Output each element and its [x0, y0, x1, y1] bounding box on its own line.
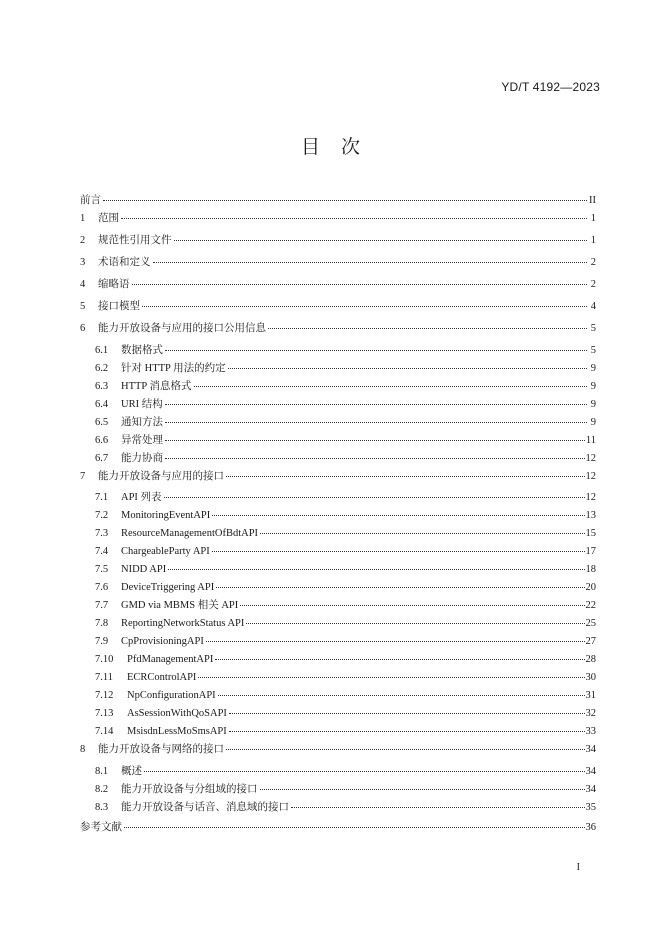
toc-entry-page: II: [589, 195, 596, 206]
toc-entry-number: 6.6: [95, 435, 109, 446]
toc-entry-title: ResourceManagementOfBdtAPI: [121, 528, 259, 539]
toc-entry-page: 22: [585, 600, 596, 611]
toc-entry-title: 缩略语: [98, 279, 130, 290]
toc-leader-dots: [124, 815, 585, 828]
toc-leader-dots: [144, 759, 585, 772]
toc-entry[interactable]: [95, 430, 596, 446]
toc-entry[interactable]: [80, 296, 596, 312]
toc-entry-page: 34: [585, 766, 596, 777]
toc-leader-dots: [212, 539, 585, 552]
toc-entry-number: 6.7: [95, 453, 109, 464]
toc-leader-dots: [215, 647, 584, 660]
toc-entry-title: ReportingNetworkStatus API: [121, 618, 245, 629]
toc-leader-dots: [142, 294, 587, 307]
toc-entry[interactable]: [95, 797, 596, 813]
toc-entry-title: 参考文献: [80, 822, 122, 833]
toc-entry-number: 7.12: [95, 690, 114, 701]
toc-entry-title: 能力协商: [121, 453, 163, 464]
toc-leader-dots: [226, 464, 585, 477]
toc-entry-number: 2: [80, 235, 86, 246]
toc-entry[interactable]: [95, 721, 596, 737]
toc-leader-dots: [268, 316, 587, 329]
standard-code: YD/T 4192—2023: [501, 80, 600, 94]
toc-entry-title: ECRControlAPI: [127, 672, 197, 683]
toc-entry[interactable]: [80, 274, 596, 290]
toc-entry-title: 通知方法: [121, 417, 163, 428]
toc-entry[interactable]: [80, 466, 596, 482]
toc-entry-title: AsSessionWithQoSAPI: [127, 708, 227, 719]
toc-entry-page: 2: [590, 257, 596, 268]
toc-entry-number: 1: [80, 213, 86, 224]
toc-entry-number: 7.2: [95, 510, 109, 521]
toc-entry-number: 5: [80, 301, 86, 312]
toc-entry-page: 5: [590, 323, 596, 334]
toc-entry-number: 6.5: [95, 417, 109, 428]
toc-entry-page: 27: [585, 636, 596, 647]
toc-entry-page: 28: [585, 654, 596, 665]
toc-entry-title: PfdManagementAPI: [127, 654, 214, 665]
toc-entry-title: ChargeableParty API: [121, 546, 210, 557]
toc-entry[interactable]: [80, 190, 596, 206]
toc-entry-page: 32: [585, 708, 596, 719]
toc-entry-page: 12: [585, 471, 596, 482]
toc-leader-dots: [218, 683, 585, 696]
toc-leader-dots: [228, 356, 587, 369]
toc-entry[interactable]: [95, 577, 596, 593]
toc-entry[interactable]: [95, 761, 596, 777]
toc-entry-page: 13: [585, 510, 596, 521]
toc-entry-title: 能力开放设备与应用的接口: [98, 471, 224, 482]
toc-entry-page: 15: [585, 528, 596, 539]
toc-entry-title: MsisdnLessMoSmsAPI: [127, 726, 227, 737]
toc-entry[interactable]: [80, 208, 596, 224]
toc-entry-page: 31: [585, 690, 596, 701]
toc-leader-dots: [165, 428, 585, 441]
toc-leader-dots: [260, 777, 585, 790]
toc-entry-page: 1: [590, 213, 596, 224]
toc-entry-title: 异常处理: [121, 435, 163, 446]
toc-entry[interactable]: [95, 487, 596, 503]
toc-entry-page: 30: [585, 672, 596, 683]
toc-leader-dots: [206, 629, 585, 642]
toc-entry-number: 7.14: [95, 726, 114, 737]
toc-entry-number: 7.11: [95, 672, 113, 683]
toc-entry-title: 数据格式: [121, 345, 163, 356]
toc-entry-page: 35: [585, 802, 596, 813]
toc-entry-page: 9: [590, 381, 596, 392]
toc-entry-title: 能力开放设备与网络的接口: [98, 744, 224, 755]
toc-entry-number: 3: [80, 257, 86, 268]
toc-leader-dots: [212, 503, 584, 516]
toc-entry-number: 7.9: [95, 636, 109, 647]
toc-entry-title: 针对 HTTP 用法的约定: [121, 363, 226, 374]
toc-entry-page: 20: [585, 582, 596, 593]
toc-entry-number: 7.3: [95, 528, 109, 539]
toc-entry-page: 1: [590, 235, 596, 246]
toc-entry-page: 4: [590, 301, 596, 312]
toc-entry[interactable]: [95, 613, 596, 629]
toc-leader-dots: [240, 593, 584, 606]
toc-entry-number: 7.1: [95, 492, 109, 503]
toc-entry-number: 6.3: [95, 381, 109, 392]
toc-entry-page: 33: [585, 726, 596, 737]
toc-entry-number: 6.4: [95, 399, 109, 410]
toc-leader-dots: [194, 374, 588, 387]
toc-entry[interactable]: [95, 779, 596, 795]
toc-entry-number: 6: [80, 323, 86, 334]
toc-entry[interactable]: [80, 817, 596, 833]
toc-entry[interactable]: [95, 649, 596, 665]
toc-entry[interactable]: [95, 667, 596, 683]
toc-entry[interactable]: [95, 358, 596, 374]
toc-entry-title: HTTP 消息格式: [121, 381, 192, 392]
toc-entry-page: 36: [585, 822, 596, 833]
toc-entry-title: 规范性引用文件: [98, 235, 172, 246]
toc-entry-number: 7.4: [95, 546, 109, 557]
toc-entry[interactable]: [95, 340, 596, 356]
toc-entry-number: 8: [80, 744, 86, 755]
toc-entry-page: 2: [590, 279, 596, 290]
toc-entry-page: 9: [590, 363, 596, 374]
toc-entry-number: 6.1: [95, 345, 109, 356]
toc-entry-title: NpConfigurationAPI: [127, 690, 216, 701]
toc-entry-page: 12: [585, 453, 596, 464]
toc-entry-page: 25: [585, 618, 596, 629]
toc-entry-title: 接口模型: [98, 301, 140, 312]
toc-entry[interactable]: [80, 739, 596, 755]
toc-entry-number: 4: [80, 279, 86, 290]
toc-leader-dots: [174, 228, 588, 241]
toc-entry-title: URI 结构: [121, 399, 163, 410]
toc-entry[interactable]: [80, 230, 596, 246]
toc-leader-dots: [229, 719, 585, 732]
toc-entry-title: 能力开放设备与应用的接口公用信息: [98, 323, 266, 334]
toc-entry-title: DeviceTriggering API: [121, 582, 215, 593]
toc-leader-dots: [164, 485, 585, 498]
toc-entry[interactable]: [95, 505, 596, 521]
toc-entry-title: GMD via MBMS 相关 API: [121, 600, 239, 611]
toc-entry-number: 7.13: [95, 708, 114, 719]
toc-entry-number: 7.10: [95, 654, 114, 665]
toc-entry-title: 前言: [80, 195, 101, 206]
toc-entry-title: API 列表: [121, 492, 162, 503]
toc-entry[interactable]: [80, 318, 596, 334]
toc-leader-dots: [229, 701, 585, 714]
toc-leader-dots: [165, 410, 587, 423]
toc-entry-title: 概述: [121, 766, 142, 777]
toc-leader-dots: [291, 795, 585, 808]
toc-leader-dots: [165, 338, 587, 351]
toc-entry-title: NIDD API: [121, 564, 167, 575]
toc-entry[interactable]: [95, 412, 596, 428]
toc-entry-page: 12: [585, 492, 596, 503]
toc-entry-title: 范围: [98, 213, 119, 224]
toc-entry-number: 8.1: [95, 766, 109, 777]
toc-entry[interactable]: [95, 541, 596, 557]
toc-leader-dots: [132, 272, 588, 285]
toc-entry[interactable]: [95, 595, 596, 611]
toc-entry-number: 7.8: [95, 618, 109, 629]
toc-entry-title: CpProvisioningAPI: [121, 636, 204, 647]
toc-entry-page: 9: [590, 399, 596, 410]
toc-entry-page: 9: [590, 417, 596, 428]
toc-entry-number: 7.6: [95, 582, 109, 593]
toc-leader-dots: [260, 521, 584, 534]
toc-entry[interactable]: [80, 252, 596, 268]
toc-entry[interactable]: [95, 559, 596, 575]
toc-entry-page: 5: [590, 345, 596, 356]
toc-entry-number: 7.7: [95, 600, 109, 611]
page-number: I: [576, 862, 580, 873]
toc-entry-title: 能力开放设备与话音、消息域的接口: [121, 802, 289, 813]
toc-leader-dots: [198, 665, 584, 678]
toc-entry-page: 34: [585, 744, 596, 755]
toc-entry-page: 17: [585, 546, 596, 557]
toc-entry-page: 11: [585, 435, 596, 446]
toc-entry[interactable]: [95, 685, 596, 701]
toc-leader-dots: [165, 392, 587, 405]
toc-entry-number: 8.3: [95, 802, 109, 813]
toc-entry[interactable]: [95, 394, 596, 410]
toc-entry-number: 7: [80, 471, 86, 482]
toc-entry-page: 34: [585, 784, 596, 795]
toc-entry-number: 8.2: [95, 784, 109, 795]
toc-entry-title: 能力开放设备与分组域的接口: [121, 784, 258, 795]
toc-entry[interactable]: [95, 448, 596, 464]
toc-entry-title: 术语和定义: [98, 257, 151, 268]
toc-entry-title: MonitoringEventAPI: [121, 510, 211, 521]
toc-entry-number: 7.5: [95, 564, 109, 575]
toc-entry-page: 18: [585, 564, 596, 575]
toc-leader-dots: [121, 206, 587, 219]
toc-leader-dots: [226, 737, 585, 750]
toc-entry[interactable]: [95, 631, 596, 647]
toc-leader-dots: [165, 446, 585, 459]
toc-entry[interactable]: [95, 376, 596, 392]
toc-entry[interactable]: [95, 703, 596, 719]
toc-leader-dots: [216, 575, 584, 588]
toc-entry[interactable]: [95, 523, 596, 539]
toc-leader-dots: [103, 188, 587, 201]
toc-leader-dots: [246, 611, 584, 624]
toc-leader-dots: [168, 557, 584, 570]
toc-leader-dots: [153, 250, 588, 263]
page-title: 目 次: [300, 136, 361, 158]
toc-entry-number: 6.2: [95, 363, 109, 374]
